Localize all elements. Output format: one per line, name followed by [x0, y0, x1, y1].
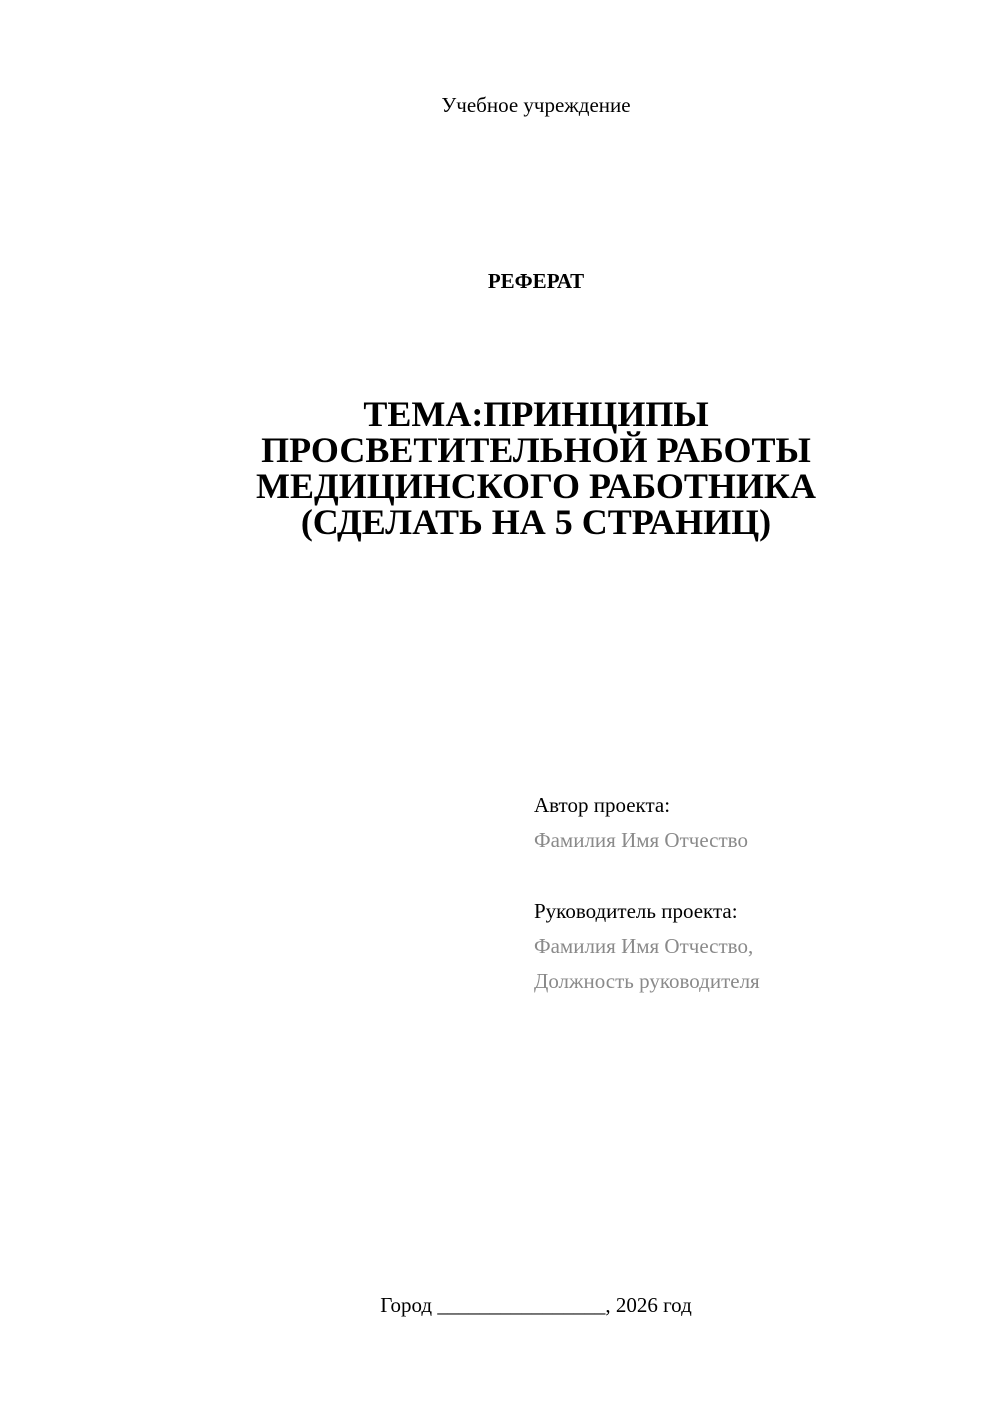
- supervisor-label: Руководитель проекта:: [534, 899, 738, 923]
- topic-line: МЕДИЦИНСКОГО РАБОТНИКА: [255, 466, 817, 506]
- document-topic: [180, 396, 892, 540]
- topic-line: (СДЕЛАТЬ НА 5 СТРАНИЦ): [300, 502, 772, 542]
- institution-name: Учебное учреждение: [441, 93, 631, 117]
- city-year-line: Город ________________, 2026 год: [380, 1293, 692, 1317]
- topic-line: ПРОСВЕТИТЕЛЬНОЙ РАБОТЫ: [261, 430, 811, 470]
- supervisor-position: Должность руководителя: [534, 969, 760, 993]
- topic-line: ТЕМА:ПРИНЦИПЫ: [363, 394, 709, 434]
- author-name: Фамилия Имя Отчество: [534, 828, 748, 852]
- supervisor-block: [534, 894, 974, 999]
- supervisor-name: Фамилия Имя Отчество,: [534, 934, 754, 958]
- signature-block: [534, 788, 974, 999]
- document-type: РЕФЕРАТ: [487, 269, 585, 293]
- author-label: Автор проекта:: [534, 793, 671, 817]
- author-block: [534, 788, 974, 858]
